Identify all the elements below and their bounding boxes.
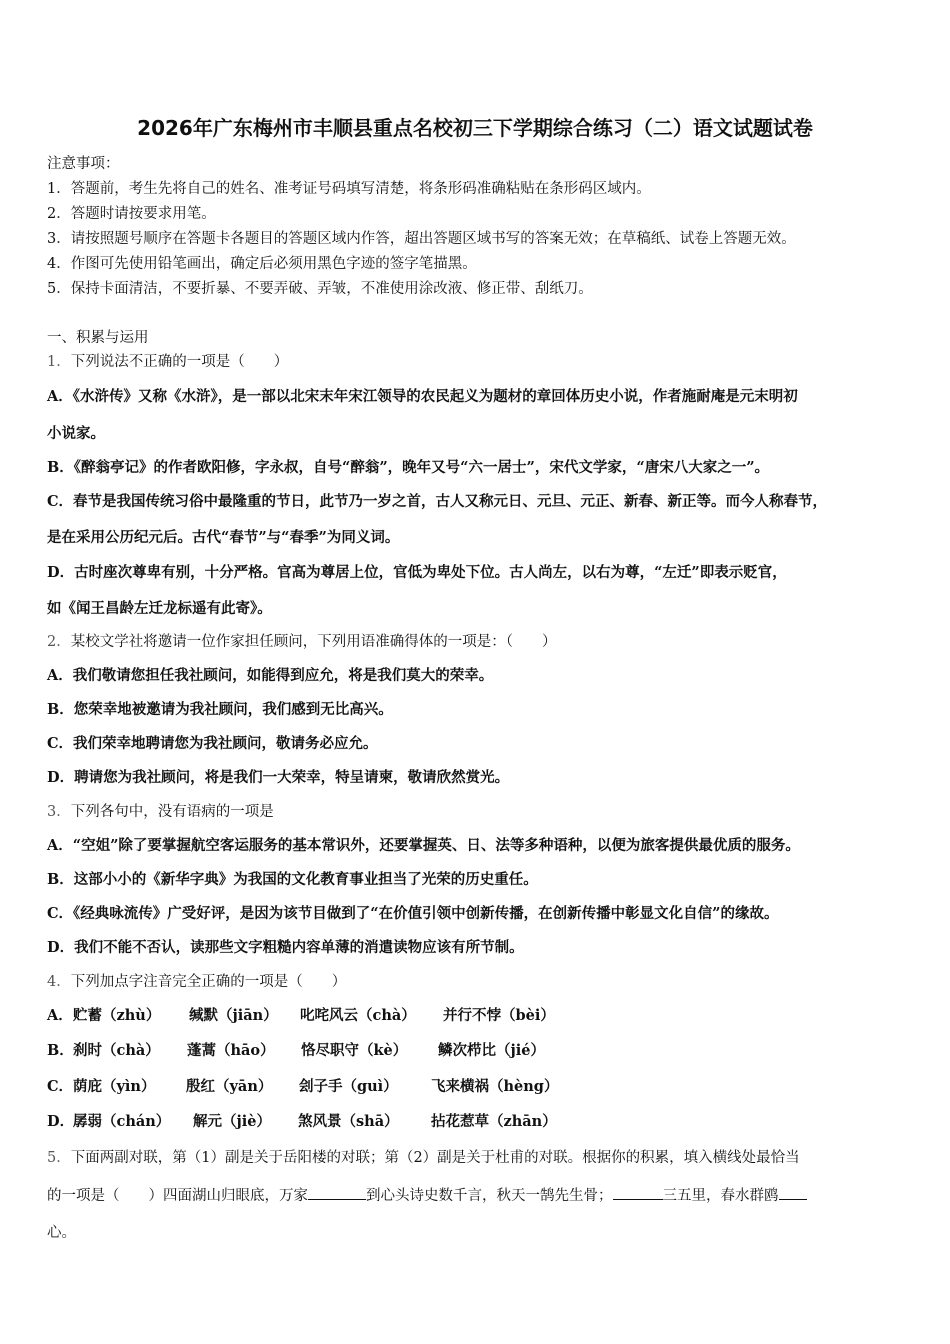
pinyin-item: 鳞次栉比（jié） [438, 1042, 545, 1059]
option-label: D． [47, 1113, 75, 1130]
couplet-text: 三五里，春水群鸥 [662, 1188, 779, 1204]
q1-option-d-cont: 如《闻王昌龄左迁龙标遥有此寄》。 [47, 600, 272, 617]
q3-option-c: C．《经典咏流传》广受好评，是因为该节目做到了“在价值引领中创新传播，在创新传播中彰显文化自信”的缘故。 [47, 905, 779, 922]
notes-heading: 注意事项： [47, 156, 120, 172]
question-4 [47, 970, 346, 991]
pinyin-item: 解元（jiè） [193, 1113, 271, 1130]
option-label: B． [47, 1042, 74, 1059]
option-label: A． [47, 1007, 73, 1024]
pinyin-item: 飞来横祸（hèng） [431, 1078, 559, 1095]
q1-option-d: D．古时座次尊卑有别，十分严格。官高为尊居上位，官低为卑处下位。古人尚左，以右为尊，“左迁”即表示贬官， [47, 564, 787, 581]
question-stem: 下列加点字注音完全正确的一项是（ ） [70, 974, 347, 990]
q3-option-b: B．这部小小的《新华字典》为我国的文化教育事业担当了光荣的历史重任。 [47, 871, 538, 888]
pinyin-item: 刹时（chà） [73, 1042, 160, 1059]
question-number: 4． [47, 974, 71, 990]
note-item: 2．答题时请按要求用笔。 [47, 206, 216, 222]
question-number: 3． [47, 804, 71, 820]
pinyin-item: 缄默（jiān） [189, 1007, 278, 1024]
pinyin-item: 刽子手（guì） [299, 1078, 398, 1095]
q1-option-c-cont: 是在采用公历纪元后。古代“春节”与“春季”为同义词。 [47, 529, 400, 546]
pinyin-item: 并行不悖（bèi） [443, 1007, 555, 1024]
pinyin-item: 叱咤风云（chà） [300, 1007, 416, 1024]
pinyin-item: 孱弱（chán） [73, 1113, 171, 1130]
q2-option-c: C．我们荣幸地聘请您为我社顾问，敬请务必应允。 [47, 735, 378, 752]
note-item: 3．请按照题号顺序在答题卡各题目的答题区域内作答，超出答题区域书写的答案无效；在草稿纸、试卷上答题无效。 [47, 231, 796, 247]
question-stem: 下列说法不正确的一项是（ ） [70, 354, 289, 370]
question-3 [47, 800, 274, 821]
q1-option-a: A．《水浒传》又称《水浒》，是一部以北宋末年宋江领导的农民起义为题材的章回体历史小说，作者施耐庵是元末明初 [47, 388, 798, 405]
q3-option-d: D．我们不能不否认，读那些文字粗糙内容单薄的消遣读物应该有所节制。 [47, 939, 524, 956]
pinyin-item: 蓬蒿（hāo） [187, 1042, 275, 1059]
question-stem: 下面两副对联，第（1）副是关于岳阳楼的对联；第（2）副是关于杜甫的对联。根据你的积累，填入横线处最恰当 [70, 1150, 800, 1166]
page-title: 2026年广东梅州市丰顺县重点名校初三下学期综合练习（二）语文试题试卷 [137, 116, 813, 140]
q2-option-a: A．我们敬请您担任我社顾问，如能得到应允，将是我们莫大的荣幸。 [47, 667, 494, 684]
q1-option-c: C．春节是我国传统习俗中最隆重的节日，此节乃一岁之首，古人又称元日、元旦、元正、新春、新正等。而今人称春节， [47, 493, 828, 510]
q2-option-b: B．您荣幸地被邀请为我社顾问，我们感到无比高兴。 [47, 701, 393, 718]
question-1 [47, 350, 288, 371]
note-item: 1．答题前，考生先将自己的姓名、准考证号码填写清楚，将条形码准确粘贴在条形码区域内。 [47, 181, 651, 197]
note-item: 4．作图可先使用铅笔画出，确定后必须用黑色字迹的签字笔描黑。 [47, 256, 477, 272]
q5-couplet-line-end: 心。 [47, 1225, 76, 1241]
question-number: 5． [47, 1150, 71, 1166]
answer-blank[interactable] [308, 1185, 366, 1200]
answer-blank[interactable] [779, 1185, 807, 1200]
note-item: 5．保持卡面清洁，不要折暴、不要弄破、弄皱，不准使用涂改液、修正带、刮纸刀。 [47, 281, 593, 297]
question-stem: 下列各句中，没有语病的一项是 [70, 804, 274, 820]
pinyin-item: 拈花惹草（zhān） [431, 1113, 557, 1130]
pinyin-item: 荫庇（yìn） [73, 1078, 156, 1095]
question-number: 1． [47, 354, 71, 370]
q1-option-a-cont: 小说家。 [47, 425, 105, 442]
q5-couplet-line [47, 1184, 807, 1205]
question-number: 2． [47, 634, 71, 650]
q2-option-d: D．聘请您为我社顾问，将是我们一大荣幸，特呈请柬，敬请欣然赏光。 [47, 769, 510, 786]
question-2 [47, 630, 556, 651]
pinyin-item: 贮蓄（zhù） [73, 1007, 161, 1024]
couplet-text: 到心头诗史数千言，秋天一鹄先生骨； [366, 1188, 613, 1204]
option-label: C． [47, 1078, 74, 1095]
q1-option-b: B．《醉翁亭记》的作者欧阳修，字永叔，自号“醉翁”，晚年又号“六一居士”，宋代文学家，“唐宋八大家之一”。 [47, 459, 770, 476]
answer-blank[interactable] [613, 1185, 663, 1200]
pinyin-item: 煞风景（shā） [298, 1113, 399, 1130]
question-5 [47, 1146, 800, 1167]
couplet-text: 的一项是（ ）四面湖山归眼底，万家 [47, 1188, 308, 1204]
pinyin-item: 恪尽职守（kè） [301, 1042, 408, 1059]
question-stem: 某校文学社将邀请一位作家担任顾问，下列用语准确得体的一项是：（ ） [70, 634, 557, 650]
q3-option-a: A．“空姐”除了要掌握航空客运服务的基本常识外，还要掌握英、日、法等多种语种，以便为旅客提供最优质的服务。 [47, 837, 800, 854]
pinyin-item: 殷红（yān） [186, 1078, 273, 1095]
section-heading: 一、积累与运用 [47, 330, 149, 346]
